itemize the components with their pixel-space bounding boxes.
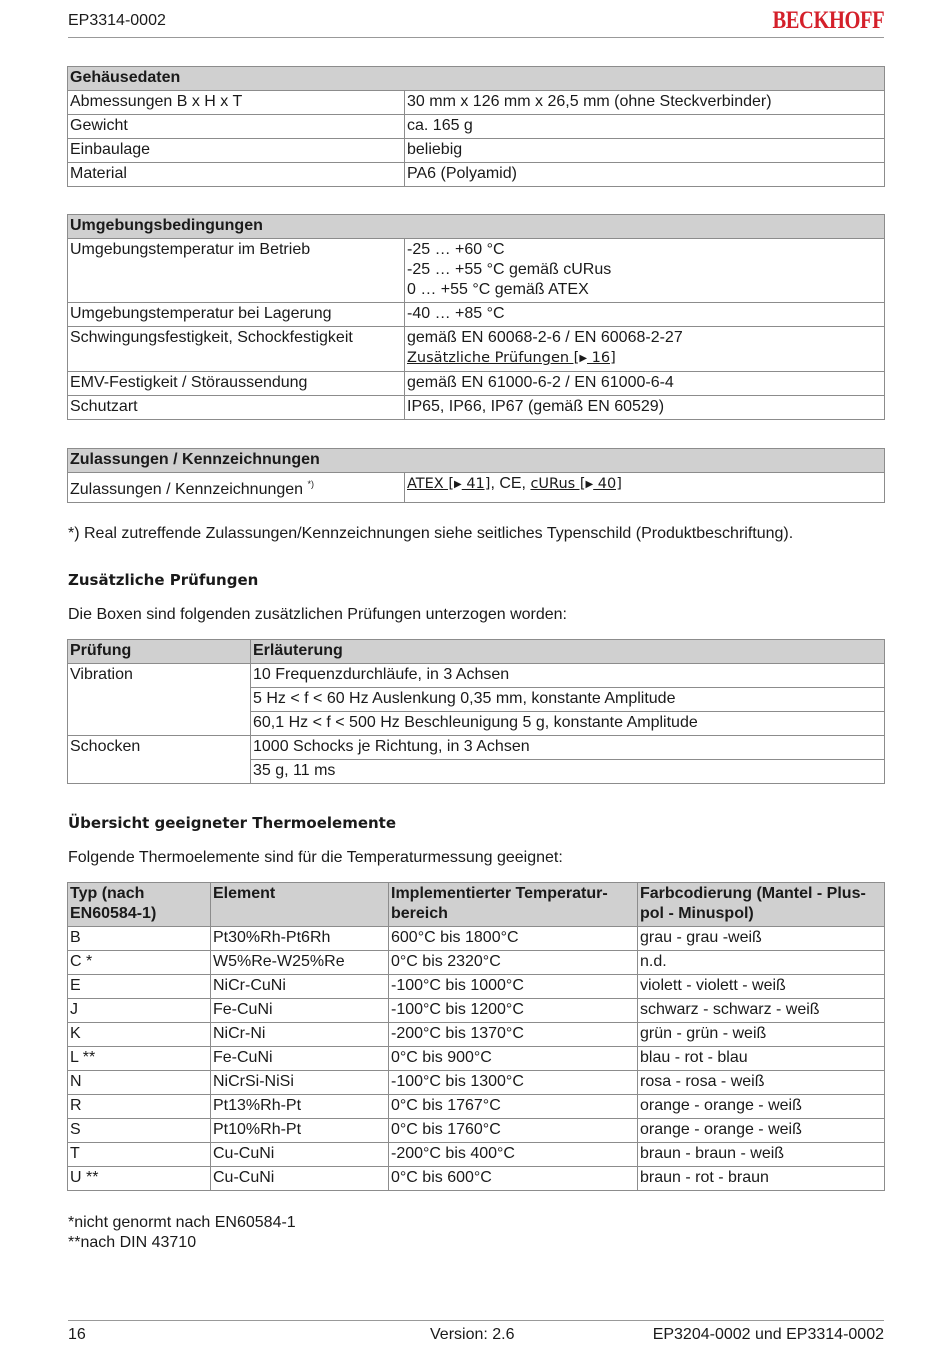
table-row: 60,1 Hz < f < 500 Hz Beschleunigung 5 g, konstante Amplitude bbox=[68, 712, 885, 736]
table-cell: K bbox=[68, 1023, 211, 1047]
table-cell: S bbox=[68, 1119, 211, 1143]
table-cell: J bbox=[68, 999, 211, 1023]
table-cell: rosa - rosa - weiß bbox=[638, 1071, 885, 1095]
table-cell: 0°C bis 600°C bbox=[389, 1167, 638, 1191]
table-cell: 0°C bis 1760°C bbox=[389, 1119, 638, 1143]
table-cell: 0°C bis 900°C bbox=[389, 1047, 638, 1071]
triangle-right-icon: ▶ bbox=[454, 479, 462, 490]
table-row: 5 Hz < f < 60 Hz Auslenkung 0,35 mm, konstante Amplitude bbox=[68, 688, 885, 712]
table-cell: 0°C bis 2320°C bbox=[389, 951, 638, 975]
table-row bbox=[68, 1023, 885, 1047]
table-cell: orange - orange - weiß bbox=[638, 1119, 885, 1143]
table-row: Schwingungsfestigkeit, Schockfestigkeit gemäß EN 60068-2-6 / EN 60068-2-27 Zusätzliche Prüfungen [▶ 16] bbox=[68, 327, 885, 372]
table-row: Schutzart IP65, IP66, IP67 (gemäß EN 60529) bbox=[68, 396, 885, 420]
table-cell: Cu-CuNi bbox=[211, 1143, 389, 1167]
environment-table bbox=[67, 214, 885, 420]
table-row bbox=[68, 1095, 885, 1119]
column-header: Element bbox=[211, 883, 389, 927]
product-label: EP3204-0002 und EP3314-0002 bbox=[652, 1326, 884, 1343]
table-title: Zulassungen / Kennzeichnungen bbox=[68, 449, 885, 473]
column-header: Prüfung bbox=[68, 640, 251, 664]
atex-link[interactable]: ATEX [▶ 41] bbox=[407, 476, 490, 492]
table-row: Schocken 1000 Schocks je Richtung, in 3 Achsen bbox=[68, 736, 885, 760]
table-row: Umgebungstemperatur im Betrieb -25 … +60 °C -25 … +55 °C gemäß cURus 0 … +55 °C gemäß ATEX bbox=[68, 239, 885, 303]
table-cell: -100°C bis 1000°C bbox=[389, 975, 638, 999]
table-cell: C * bbox=[68, 951, 211, 975]
table-cell: NiCr-Ni bbox=[211, 1023, 389, 1047]
thermocouple-note-2: **nach DIN 43710 bbox=[68, 1234, 197, 1251]
table-title: Umgebungsbedingungen bbox=[68, 215, 885, 239]
table-cell: schwarz - schwarz - weiß bbox=[638, 999, 885, 1023]
table-row: Abmessungen B x H x T 30 mm x 126 mm x 26,5 mm (ohne Steckverbinder) bbox=[68, 91, 885, 115]
table-row: Umgebungstemperatur bei Lagerung -40 … +85 °C bbox=[68, 303, 885, 327]
table-row bbox=[68, 1047, 885, 1071]
table-cell: NiCrSi-NiSi bbox=[211, 1071, 389, 1095]
table-cell: -200°C bis 400°C bbox=[389, 1143, 638, 1167]
tests-intro: Die Boxen sind folgenden zusätzlichen Prüfungen unterzogen worden: bbox=[68, 606, 567, 623]
table-cell: braun - braun - weiß bbox=[638, 1143, 885, 1167]
table-cell: blau - rot - blau bbox=[638, 1047, 885, 1071]
table-cell: U ** bbox=[68, 1167, 211, 1191]
column-header: Typ (nach EN60584-1) bbox=[68, 883, 211, 927]
beckhoff-logo: BECKHOFF bbox=[772, 7, 884, 34]
table-cell: 0°C bis 1767°C bbox=[389, 1095, 638, 1119]
table-row bbox=[68, 1119, 885, 1143]
table-row: Zulassungen / Kennzeichnungen *) ATEX [▶ 41], CE, cURus [▶ 40] bbox=[68, 473, 885, 503]
thermocouple-note-1: *nicht genormt nach EN60584-1 bbox=[68, 1214, 296, 1231]
operating-temp-curus: -25 … +55 °C gemäß cURus bbox=[407, 261, 612, 278]
table-cell: violett - violett - weiß bbox=[638, 975, 885, 999]
table-cell: T bbox=[68, 1143, 211, 1167]
table-cell: Fe-CuNi bbox=[211, 1047, 389, 1071]
table-cell: Cu-CuNi bbox=[211, 1167, 389, 1191]
footer-divider bbox=[68, 1320, 884, 1321]
table-cell: braun - rot - braun bbox=[638, 1167, 885, 1191]
table-row: Material PA6 (Polyamid) bbox=[68, 163, 885, 187]
table-cell: n.d. bbox=[638, 951, 885, 975]
table-cell: -200°C bis 1370°C bbox=[389, 1023, 638, 1047]
thermocouples-table bbox=[67, 882, 885, 1191]
table-cell: N bbox=[68, 1071, 211, 1095]
version-label: Version: 2.6 bbox=[430, 1326, 515, 1343]
approvals-footnote: *) Real zutreffende Zulassungen/Kennzeichnungen siehe seitliches Typenschild (Produktbeschriftung). bbox=[68, 525, 794, 542]
table-row bbox=[68, 1071, 885, 1095]
triangle-right-icon: ▶ bbox=[579, 353, 588, 364]
page-number: 16 bbox=[68, 1326, 86, 1343]
operating-temp-atex: 0 … +55 °C gemäß ATEX bbox=[407, 281, 589, 298]
column-header: Erläuterung bbox=[251, 640, 885, 664]
table-row: 35 g, 11 ms bbox=[68, 760, 885, 784]
table-cell: E bbox=[68, 975, 211, 999]
document-id: EP3314-0002 bbox=[68, 12, 166, 29]
triangle-right-icon: ▶ bbox=[585, 479, 594, 490]
table-cell: -100°C bis 1200°C bbox=[389, 999, 638, 1023]
table-row bbox=[68, 951, 885, 975]
table-row bbox=[68, 1167, 885, 1191]
table-row: Vibration 10 Frequenzdurchläufe, in 3 Achsen bbox=[68, 664, 885, 688]
table-cell: Fe-CuNi bbox=[211, 999, 389, 1023]
table-row: EMV-Festigkeit / Störaussendung gemäß EN 61000-6-2 / EN 61000-6-4 bbox=[68, 372, 885, 396]
curus-link[interactable]: cURus [▶ 40] bbox=[530, 476, 621, 492]
table-row bbox=[68, 927, 885, 951]
table-row bbox=[68, 975, 885, 999]
table-title: Gehäusedaten bbox=[68, 67, 885, 91]
table-cell: L ** bbox=[68, 1047, 211, 1071]
table-cell: B bbox=[68, 927, 211, 951]
approvals-table bbox=[67, 448, 885, 503]
table-cell: NiCr-CuNi bbox=[211, 975, 389, 999]
operating-temp-value: -25 … +60 °C bbox=[407, 241, 505, 258]
table-row: Einbaulage beliebig bbox=[68, 139, 885, 163]
table-cell: Pt10%Rh-Pt bbox=[211, 1119, 389, 1143]
housing-data-table bbox=[67, 66, 885, 187]
table-cell: R bbox=[68, 1095, 211, 1119]
column-header: Implementierter Temperatur-bereich bbox=[389, 883, 638, 927]
table-cell: Pt30%Rh-Pt6Rh bbox=[211, 927, 389, 951]
table-cell: W5%Re-W25%Re bbox=[211, 951, 389, 975]
section-heading-thermocouples: Übersicht geeigneter Thermoelemente bbox=[68, 814, 397, 832]
thermocouples-intro: Folgende Thermoelemente sind für die Temperaturmessung geeignet: bbox=[68, 849, 563, 866]
table-cell: orange - orange - weiß bbox=[638, 1095, 885, 1119]
header-divider bbox=[68, 37, 884, 38]
column-header: Farbcodierung (Mantel - Plus-pol - Minuspol) bbox=[638, 883, 885, 927]
section-heading-tests: Zusätzliche Prüfungen bbox=[68, 571, 259, 589]
table-row: Gewicht ca. 165 g bbox=[68, 115, 885, 139]
table-row bbox=[68, 1143, 885, 1167]
table-cell: Pt13%Rh-Pt bbox=[211, 1095, 389, 1119]
table-cell: grau - grau -weiß bbox=[638, 927, 885, 951]
table-row bbox=[68, 999, 885, 1023]
table-cell: 600°C bis 1800°C bbox=[389, 927, 638, 951]
table-cell: grün - grün - weiß bbox=[638, 1023, 885, 1047]
tests-table bbox=[67, 639, 885, 784]
additional-tests-link[interactable]: Zusätzliche Prüfungen [▶ 16] bbox=[407, 348, 882, 369]
table-cell: -100°C bis 1300°C bbox=[389, 1071, 638, 1095]
